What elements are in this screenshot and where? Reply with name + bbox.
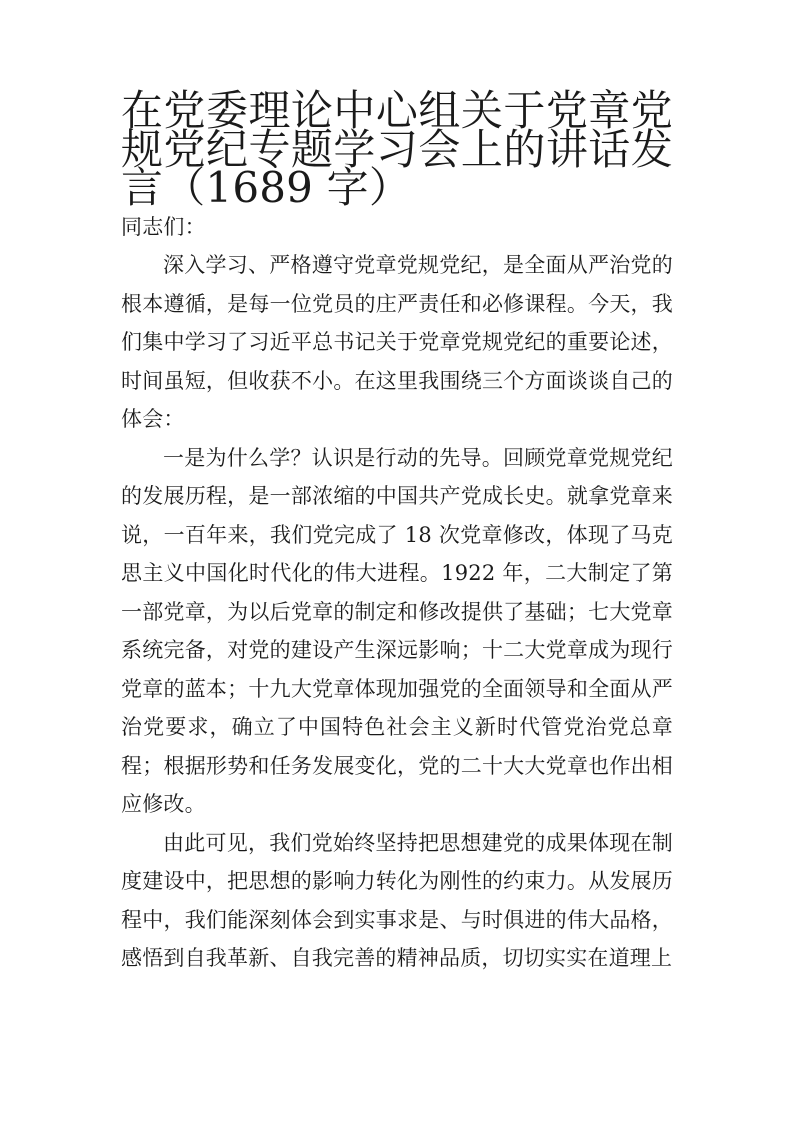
document-title: 在党委理论中心组关于党章党规党纪专题学习会上的讲话发言（1689 字）: [121, 86, 673, 212]
paragraph-conclusion: 由此可见，我们党始终坚持把思想建党的成果体现在制度建设中，把思想的影响力转化为刚性的约束力。从发展历程中，我们能深刻体会到实事求是、与时俱进的伟大品格，感悟到自我革新、自我完善的精神品质，切切实实在道理上: [121, 830, 673, 970]
document-body: [121, 86, 673, 978]
paragraph-intro: 深入学习、严格遵守党章党规党纪，是全面从严治党的根本遵循，是每一位党员的庄严责任和必修课程。今天，我们集中学习了习近平总书记关于党章党规党纪的重要论述，时间虽短，但收获不小。在这里我围绕三个方面谈谈自己的体会：: [121, 253, 673, 431]
paragraph-why-study: 一是为什么学？认识是行动的先导。回顾党章党规党纪的发展历程，是一部浓缩的中国共产党成长史。就拿党章来说，一百年来，我们党完成了 18 次党章修改，体现了马克思主义中国化时代化的伟大进程。1922 年，二大制定了第一部党章，为以后党章的制定和修改提供了基础；七大党章系统完备，对党的建设产生深远影响；十二大党章成为现行党章的蓝本；十九大党章体现加强党的全面领导和全面从严治党要求，确立了中国特色社会主义新时代管党治党总章程；根据形势和任务发展变化，党的二十大大党章也作出相应修改。: [121, 445, 673, 816]
salutation: 同志们：: [121, 214, 206, 239]
